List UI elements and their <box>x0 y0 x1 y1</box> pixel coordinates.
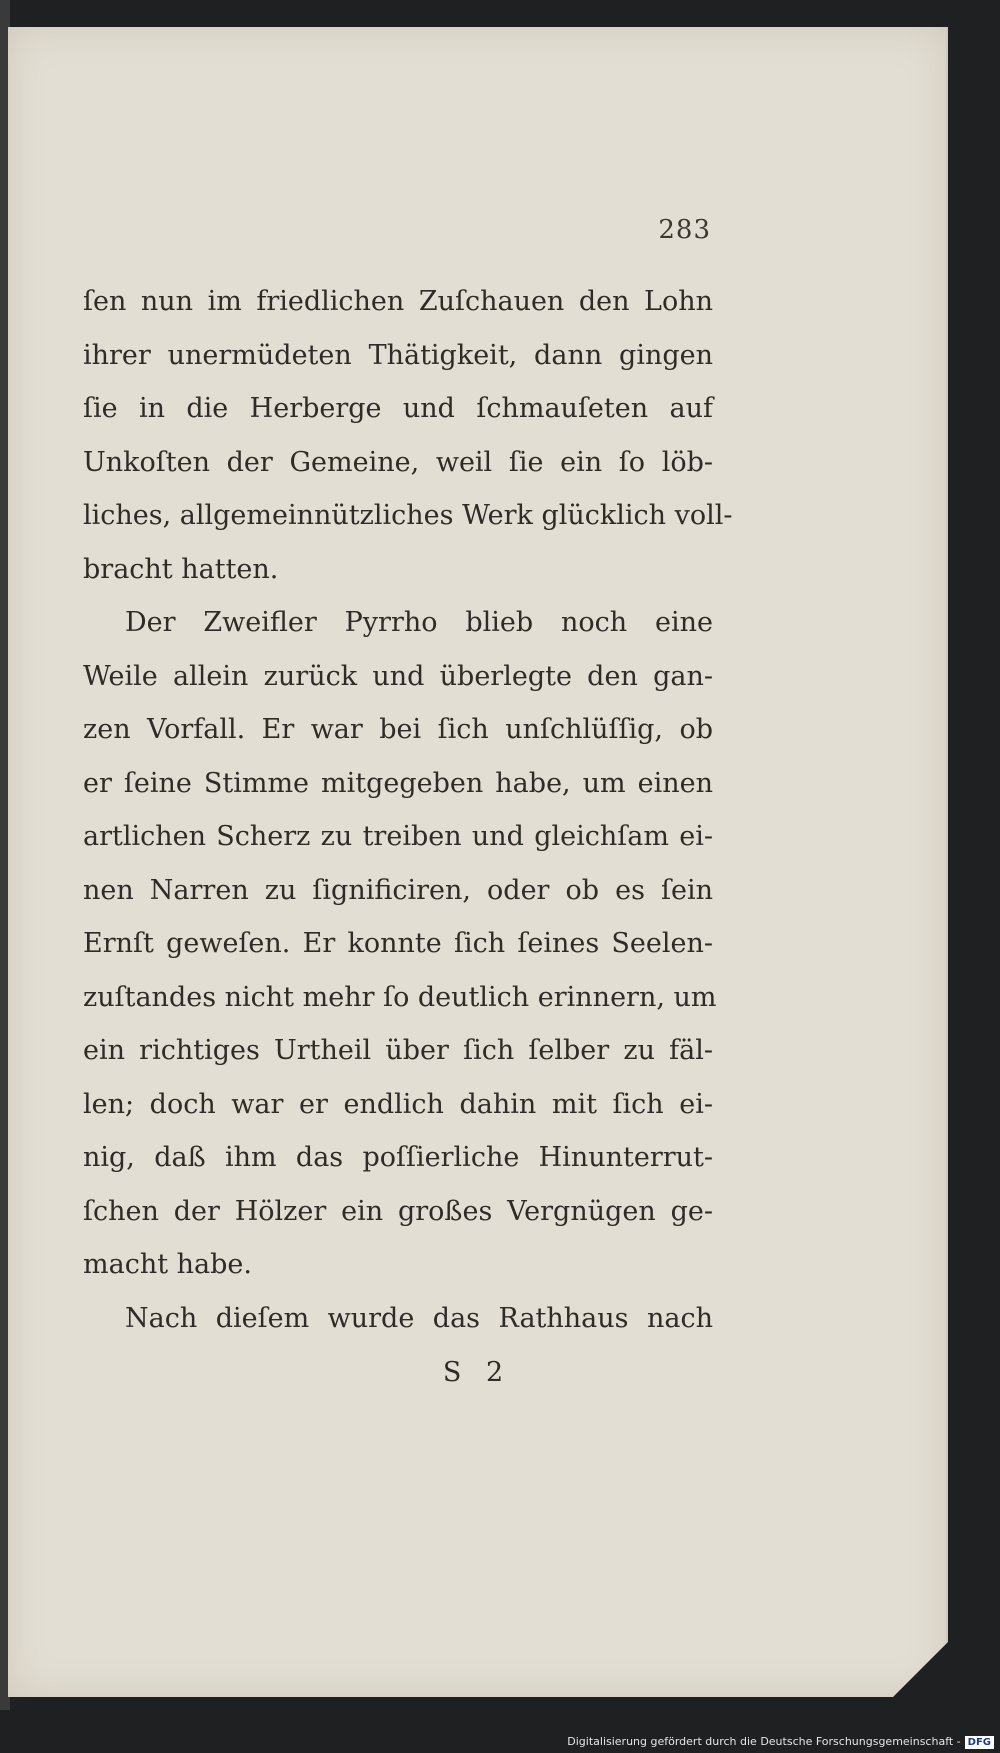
text-line: Unkoſten der Gemeine, weil ſie ein ſo löb- <box>83 446 713 478</box>
body-text <box>83 275 733 1345</box>
text-line: nig, daß ihm das poſſierliche Hinunterrut- <box>83 1142 713 1173</box>
text-line: len; doch war er endlich dahin mit ſich ei- <box>83 1088 713 1120</box>
text-line: ihrer unermüdeten Thätigkeit, dann gingen <box>83 339 713 371</box>
credit-text: Digitalisierung gefördert durch die Deutsche Forschungsgemeinschaft - <box>567 1735 961 1748</box>
paragraph-start-line: Der Zweifler Pyrrho blieb noch eine <box>125 607 713 638</box>
text-line: zuſtandes nicht mehr ſo deutlich erinnern, um <box>83 981 717 1013</box>
text-line: Ernſt geweſen. Er konnte ſich ſeines Seelen- <box>83 928 713 959</box>
text-line: ſen nun im friedlichen Zuſchauen den Lohn <box>83 286 713 317</box>
book-page <box>8 27 948 1697</box>
text-line: zen Vorfall. Er war bei ſich unſchlüſſig, ob <box>83 714 713 745</box>
digitization-credit <box>0 1735 1000 1749</box>
text-line: ſchen der Hölzer ein großes Vergnügen ge- <box>83 1195 713 1227</box>
text-line: nen Narren zu ſignificiren, oder ob es ſein <box>83 874 713 906</box>
paragraph-start-line: Nach dieſem wurde das Rathhaus nach <box>125 1302 713 1334</box>
printer-signature: S 2 <box>442 1357 512 1388</box>
text-line: ein richtiges Urtheil über ſich ſelber zu fäl- <box>83 1035 713 1066</box>
text-line: liches, allgemeinnützliches Werk glücklich voll- <box>83 500 733 531</box>
text-line: macht habe. <box>83 1249 252 1280</box>
text-line: ſie in die Herberge und ſchmauſeten auf <box>83 393 713 424</box>
text-line: Weile allein zurück und überlegte den gan- <box>83 660 713 692</box>
text-line: artlichen Scherz zu treiben und gleichſam ei- <box>83 821 713 852</box>
torn-page-corner <box>893 1642 948 1697</box>
text-line: bracht hatten. <box>83 553 279 585</box>
dfg-logo: DFG <box>965 1736 994 1749</box>
text-line: er ſeine Stimme mitgegeben habe, um einen <box>83 767 713 799</box>
page-number: 283 <box>658 215 711 245</box>
